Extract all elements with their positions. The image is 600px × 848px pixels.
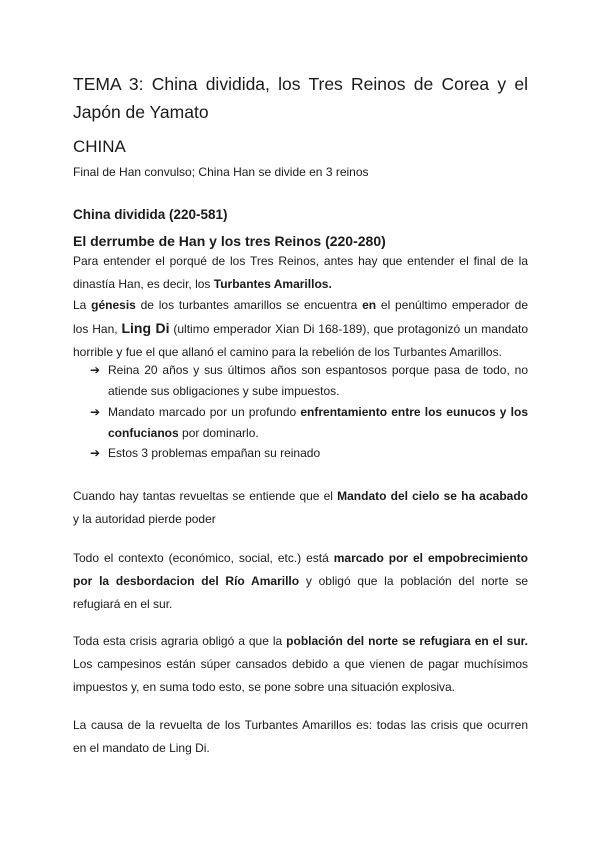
subheading-derrumbe-han: El derrumbe de Han y los tres Reinos (220-280) <box>73 233 386 249</box>
bold-run: Mandato del cielo se ha acabado <box>337 489 528 503</box>
paragraph-4 <box>73 547 528 616</box>
bold-run: marcado por el empobrecimiento <box>333 551 528 565</box>
paragraph-4-line-3: refugiará en el sur. <box>73 597 173 611</box>
paragraph-6-line-1: La causa de la revuelta de los Turbantes Amarillos es: todas las crisis que ocurren <box>73 718 528 732</box>
title-line-1: TEMA 3: China dividida, los Tres Reinos de Corea y el <box>73 74 528 94</box>
paragraph-4-line-1 <box>73 547 528 570</box>
paragraph-2-line-3: horrible y fue el que allanó el camino para la rebelión de los Turbantes Amarillos. <box>73 345 502 359</box>
bullet-line: Reina 20 años y sus últimos años son espantosos porque pasa de todo, no <box>108 363 528 377</box>
section-heading: CHINA <box>73 137 126 156</box>
text-run: La <box>73 298 92 312</box>
text-run: de los turbantes amarillos se encuentra <box>135 298 363 312</box>
paragraph-1 <box>73 250 528 296</box>
arrow-icon: ➔ <box>90 446 101 460</box>
text-run: dinastía Han, es decir, los <box>73 277 214 291</box>
bullet-line: Estos 3 problemas empañan su reinado <box>108 446 321 460</box>
bullet-line <box>108 423 528 444</box>
paragraph-6 <box>73 714 528 760</box>
bullet-text <box>108 402 528 444</box>
intro-text: Final de Han convulso; China Han se divide en 3 reinos <box>73 165 369 179</box>
text-run: Mandato marcado por un profundo <box>108 405 301 419</box>
bold-run: enfrentamiento entre los eunucos y los <box>300 405 529 419</box>
paragraph-5-line-1 <box>73 630 528 653</box>
bullet-line <box>108 402 528 423</box>
bold-run: Ling Di <box>121 320 170 336</box>
paragraph-2-line-2 <box>73 317 528 341</box>
text-run: Cuando hay tantas revueltas se entiende que el <box>73 489 338 503</box>
text-run: por dominarlo. <box>178 426 259 440</box>
paragraph-5-line-2: Los campesinos están súper cansados debido a que vienen de pagar muchísimos <box>73 657 528 671</box>
paragraph-5-line-3: impuestos y, en suma todo esto, se pone sobre una situación explosiva. <box>73 680 456 694</box>
bold-run: Turbantes Amarillos. <box>213 277 332 291</box>
paragraph-4-line-2 <box>73 570 528 593</box>
text-run: Toda esta crisis agraria obligó a que la <box>73 634 287 648</box>
paragraph-5 <box>73 630 528 699</box>
arrow-icon: ➔ <box>90 405 101 419</box>
arrow-icon: ➔ <box>90 363 101 377</box>
text-run: Todo el contexto (económico, social, etc.) está <box>73 551 334 565</box>
paragraph-1-line-2 <box>73 273 528 296</box>
bold-run: en <box>362 298 377 312</box>
page-title <box>73 70 528 126</box>
subheading-china-dividida: China dividida (220-581) <box>73 207 228 222</box>
paragraph-3 <box>73 485 528 531</box>
paragraph-3-line-1 <box>73 485 528 508</box>
text-run: el penúltimo emperador de <box>376 298 529 312</box>
bold-run: génesis <box>91 298 136 312</box>
paragraph-2 <box>73 294 528 364</box>
text-run: (ultimo emperador Xian Di 168-189), que protagonizó un mandato <box>169 322 529 336</box>
paragraph-3-line-2: y la autoridad pierde poder <box>73 512 216 526</box>
text-run: los Han, <box>73 322 122 336</box>
bold-run: por la desbordacion del Río Amarillo <box>73 574 300 588</box>
bullet-text <box>108 360 528 402</box>
paragraph-6-line-2: en el mandato de Ling Di. <box>73 741 210 755</box>
bullet-text <box>108 443 528 464</box>
title-line-2: Japón de Yamato <box>73 102 209 122</box>
bullet-line: atiende sus obligaciones y sube impuestos. <box>108 384 340 398</box>
bold-run: población del norte se refugiara en el sur. <box>286 634 528 648</box>
paragraph-1-line-1: Para entender el porqué de los Tres Reinos, antes hay que entender el final de la <box>73 254 528 268</box>
bold-run: confucianos <box>108 426 179 440</box>
paragraph-2-line-1 <box>73 294 528 317</box>
text-run: y obligó que la población del norte se <box>299 574 528 588</box>
